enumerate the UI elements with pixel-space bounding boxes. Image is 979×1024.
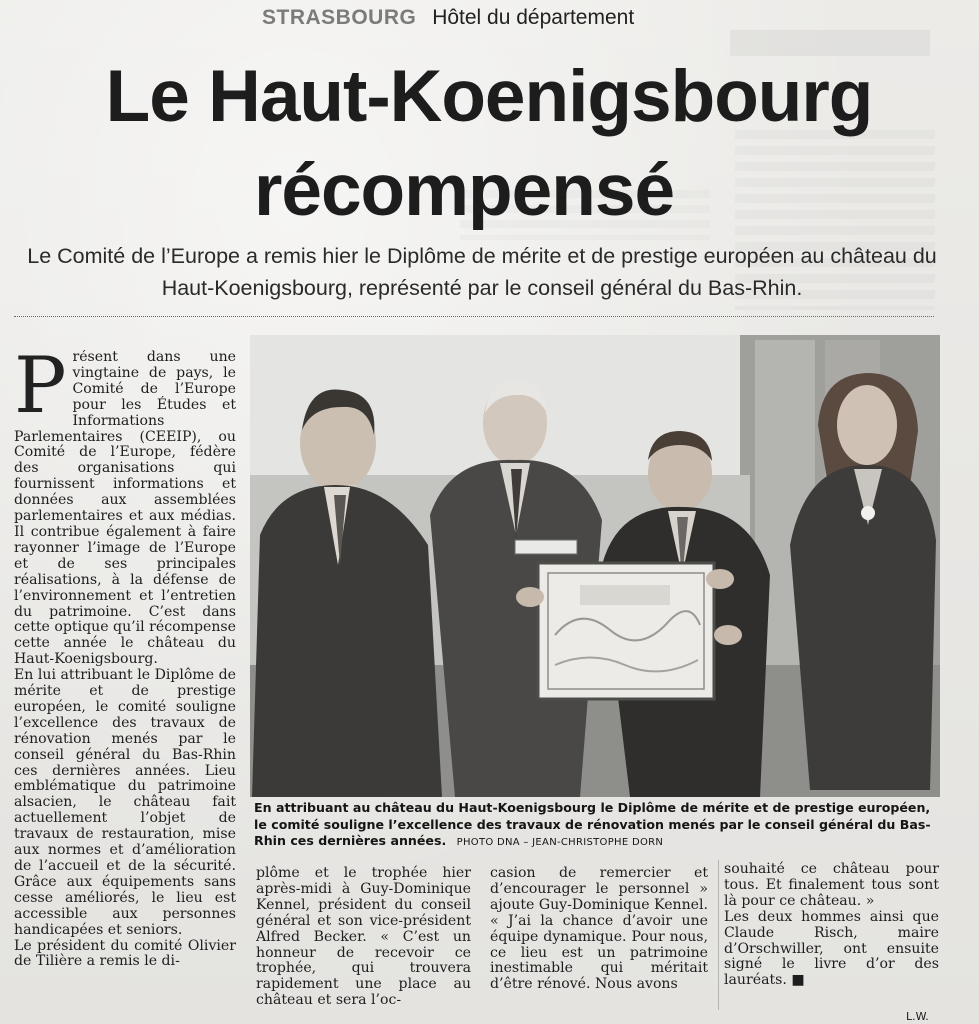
column-3-text: casion de remercier et d’encourager le personnel » ajoute Guy-Dominique Kennel. « J’ai la chance d’avoir une équipe dynamique. Pour nous, ce lieu est un patrimoine inestimable qui méritait d’être rénové. Nous avons [490,865,709,993]
location-label: Hôtel du département [432,6,635,29]
photo-illustration [250,335,940,797]
headline [14,50,954,238]
photo-caption [254,800,934,852]
author-signature: L.W. [906,1010,929,1023]
article-column-4 [724,862,939,989]
column-1-paragraph-2: En lui attribuant le Diplôme de mérite et de prestige européen, le comité souligne l’excellence des travaux de rénovation menés par le conseil général du Bas-Rhin ces dernières années. Lieu emblématique du patrimoine alsacien, le château fait actuellement l’objet de travaux de restauration, mise aux normes et d’amélioration de l’accueil et de la sécurité. Grâce aux équipements sans cesse améliorés, le lieu est accessible aux personnes handicapées et seniors. [14,667,236,938]
headline-line-1: Le Haut-Koenigsbourg [105,56,873,137]
article-column-3 [490,866,708,993]
column-1-paragraph-3: Le président du comité Olivier de Tilière a remis le di- [14,937,236,970]
column-4-paragraph-2: Les deux hommes ainsi que Claude Risch, maire d’Orschwiller, ont ensuite signé le livre d’or des lauréats. ■ [724,908,939,989]
article-deck: Le Comité de l’Europe a remis hier le Diplôme de mérite et de prestige européen au château du Haut-Koenigsbourg, représenté par le conseil général du Bas-Rhin. [27,244,937,300]
diploma [538,563,714,699]
column-1-paragraph-1: résent dans une vingtaine de pays, le Comité de l’Europe pour les Études et Informations Parlementaires (CEEIP), ou Comité de l’Europe, fédère des organisations qui fournissent informations et données aux assemblées parlementaires et aux médias. Il contribue également à faire rayonner l’image de l’Europe et de ses principales réalisations, à la défense de l’environnement et l’entretien du patrimoine. C’est dans cette optique qu’il récompense cette année le château du Haut-Koenigsbourg. [14,350,236,668]
column-divider [718,860,719,1010]
photo-credit: PHOTO DNA – JEAN-CHRISTOPHE DORN [456,837,664,848]
section-label: STRASBOURG [262,6,417,29]
caption-text: En attribuant au château du Haut-Koenigsbourg le Diplôme de mérite et de prestige européen, le comité souligne l’excellence des travaux de rénovation menés par le conseil général du Bas-Rhin ces dernières années. [254,800,931,848]
drop-cap: P [14,350,67,431]
article-column-1 [14,350,236,1010]
separator-rule [14,316,934,317]
headline-line-2: récompensé [253,150,675,231]
column-4-paragraph-1: souhaité ce château pour tous. Et finalement tous sont là pour ce château. » [724,861,939,909]
article-photo [250,335,940,797]
article-column-2 [256,866,471,1009]
section-kicker [262,6,822,34]
column-2-text: plôme et le trophée hier après-midi à Guy-Dominique Kennel, président du conseil général et son vice-président Alfred Becker. « C’est un honneur de recevoir ce trophée, qui trouvera rapidement une place au château et sera l’oc- [256,865,471,1009]
